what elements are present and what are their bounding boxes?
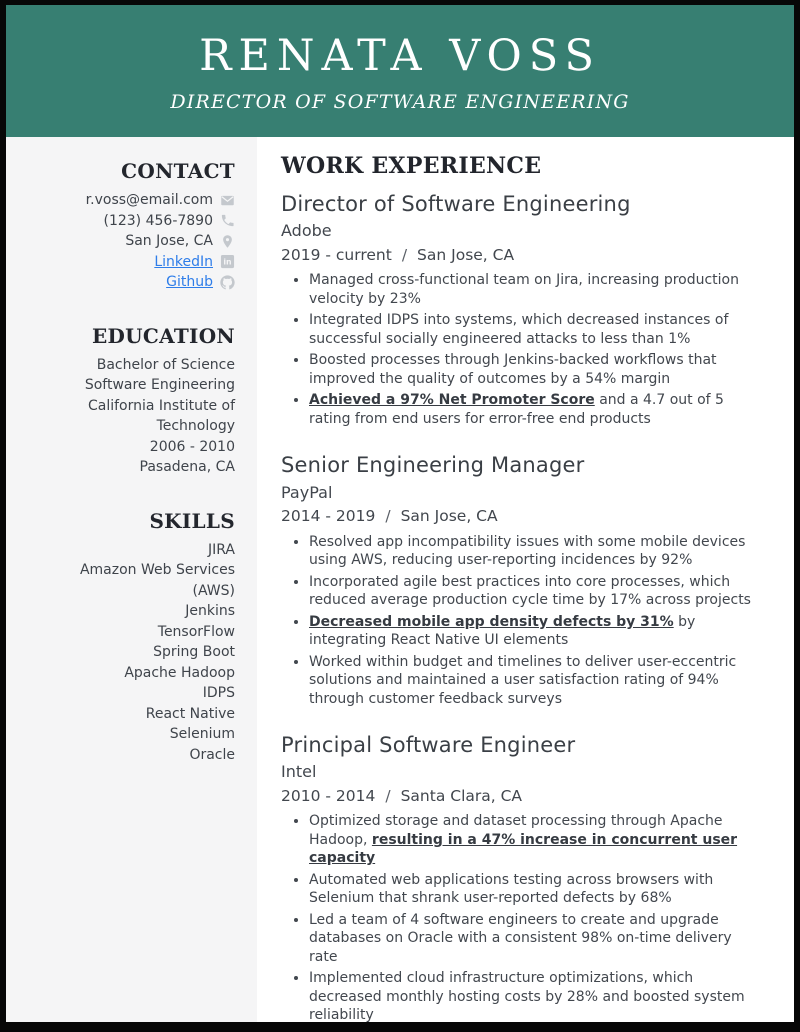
job-entry: [281, 452, 766, 708]
bullet-text: Managed cross-functional team on Jira, increasing production velocity by 23%: [309, 272, 739, 307]
bullet-highlight-text: resulting in a 47% increase in concurrent user capacity: [309, 831, 738, 867]
linkedin-icon[interactable]: [220, 254, 235, 269]
resume-page: [6, 5, 794, 1022]
job-bullet: [309, 391, 759, 428]
sidebar: [6, 137, 257, 1022]
education-line: Bachelor of Science: [96, 356, 235, 373]
job-title: Director of Software Engineering: [281, 192, 631, 217]
job-company: Intel: [281, 762, 317, 782]
bullet-text: Automated web applications testing across browsers with Selenium that shrank user-reported defects by 68%: [309, 871, 714, 907]
skill-item: Amazon Web Services (AWS): [79, 562, 235, 599]
job-bullet: [309, 271, 759, 308]
skill-item: IDPS: [202, 685, 235, 701]
job-bullet: [309, 311, 759, 348]
skill-item: Oracle: [189, 746, 235, 763]
contact-text: r.voss@email.com: [85, 192, 213, 208]
bullet-text: Led a team of 4 software engineers to create and upgrade databases on Oracle with a consistent 98% on-time delivery rate: [309, 911, 732, 965]
bullet-text: by integrating React Native UI elements: [309, 613, 696, 649]
job-period: 2010 - 2014: [281, 787, 376, 806]
skill-item: React Native: [145, 705, 235, 722]
envelope-icon: [220, 193, 235, 208]
contact-item: [14, 231, 235, 252]
dates-separator: /: [385, 507, 391, 526]
github-icon[interactable]: [220, 275, 235, 290]
job-location: San Jose, CA: [400, 507, 498, 526]
dates-separator: /: [401, 246, 408, 265]
work-experience-section: [257, 137, 794, 1022]
job-bullet: [309, 351, 759, 388]
skill-item: Selenium: [169, 726, 235, 742]
job-company: Adobe: [281, 221, 332, 241]
skill-item: Apache Hadoop: [124, 664, 235, 681]
job-entry: [281, 732, 766, 1022]
education-heading: EDUCATION: [91, 323, 235, 348]
job-location: San Jose, CA: [417, 246, 515, 265]
job-title: Senior Engineering Manager: [281, 453, 585, 478]
bullet-text: Incorporated agile best practices into core processes, which reduced average production cycle time by 17% across projects: [309, 573, 751, 609]
job-bullet-list: [281, 812, 759, 1022]
contact-heading: CONTACT: [121, 159, 235, 183]
bullet-highlight-text: Achieved a 97% Net Promoter Score: [309, 392, 595, 409]
bullet-highlight-text: Decreased mobile app density defects by 31%: [309, 613, 674, 630]
skill-item: JIRA: [208, 541, 235, 558]
job-bullet: [309, 911, 759, 967]
svg-text:in: in: [223, 257, 232, 267]
bullet-text: Integrated IDPS into systems, which decreased instances of successful socially engineered attacks to less than 1%: [309, 312, 729, 347]
education-line: 2006 - 2010: [149, 438, 235, 455]
contact-text: San Jose, CA: [125, 233, 213, 249]
job-entry: [281, 191, 766, 428]
job-bullet-list: [281, 271, 759, 428]
education-line: Software Engineering: [84, 377, 235, 393]
job-period: 2014 - 2019: [281, 507, 376, 526]
education-line: Pasadena, CA: [139, 459, 235, 475]
job-bullet: [309, 573, 759, 610]
job-dates: [281, 786, 766, 806]
education-line: California Institute of Technology: [87, 397, 235, 434]
job-bullet: [309, 969, 759, 1022]
job-bullet: [309, 871, 759, 908]
job-location: Santa Clara, CA: [400, 787, 523, 806]
job-bullet: [309, 613, 759, 650]
skill-item: Spring Boot: [153, 644, 235, 660]
skill-item: TensorFlow: [157, 623, 235, 640]
job-period: 2019 - current: [281, 246, 392, 265]
job-dates: [281, 245, 766, 265]
job-bullet: [309, 812, 759, 868]
bullet-text: and a 4.7 out of 5 rating from end users for error-free end products: [309, 392, 724, 427]
bullet-text: Worked within budget and timelines to deliver user-eccentric solutions and maintained a user satisfaction rating of 94% through customer feedback surveys: [309, 653, 737, 707]
bullet-text: Boosted processes through Jenkins-backed workflows that improved the quality of outcomes by a 54% margin: [309, 352, 717, 387]
bullet-text: Resolved app incompatibility issues with some mobile devices using AWS, reducing user-reporting incidences by 92%: [309, 533, 746, 569]
phone-icon: [220, 213, 235, 228]
location-pin-icon: [220, 234, 235, 249]
job-dates: [281, 506, 766, 526]
job-bullet: [309, 533, 759, 570]
education-list: [14, 355, 235, 478]
header-banner: [6, 5, 794, 137]
bullet-text: Implemented cloud infrastructure optimizations, which decreased monthly hosting costs by 28% and boosted system reliability: [309, 970, 745, 1022]
contact-item: [14, 190, 235, 211]
skills-list: [14, 540, 235, 766]
contact-item: [14, 211, 235, 232]
work-experience-heading: WORK EXPERIENCE: [281, 153, 542, 179]
job-bullet: [309, 653, 759, 709]
contact-item: [14, 252, 235, 273]
contact-item: [14, 272, 235, 293]
github-link[interactable]: Github: [166, 274, 213, 290]
skills-heading: SKILLS: [149, 508, 235, 533]
linkedin-link[interactable]: LinkedIn: [154, 253, 213, 270]
skill-item: Jenkins: [185, 603, 235, 619]
job-title: Principal Software Engineer: [281, 733, 576, 758]
bullet-text: Optimized storage and dataset processing through Apache Hadoop,: [309, 813, 723, 848]
person-job-title: DIRECTOR OF SOFTWARE ENGINEERING: [170, 91, 630, 113]
jobs-container: [281, 191, 766, 1022]
job-company: PayPal: [281, 482, 333, 502]
contact-list: [14, 190, 235, 293]
dates-separator: /: [385, 787, 391, 806]
job-bullet-list: [281, 533, 759, 709]
body-columns: [6, 137, 794, 1022]
person-name: RENATA VOSS: [199, 31, 601, 81]
contact-text: (123) 456-7890: [103, 212, 213, 229]
